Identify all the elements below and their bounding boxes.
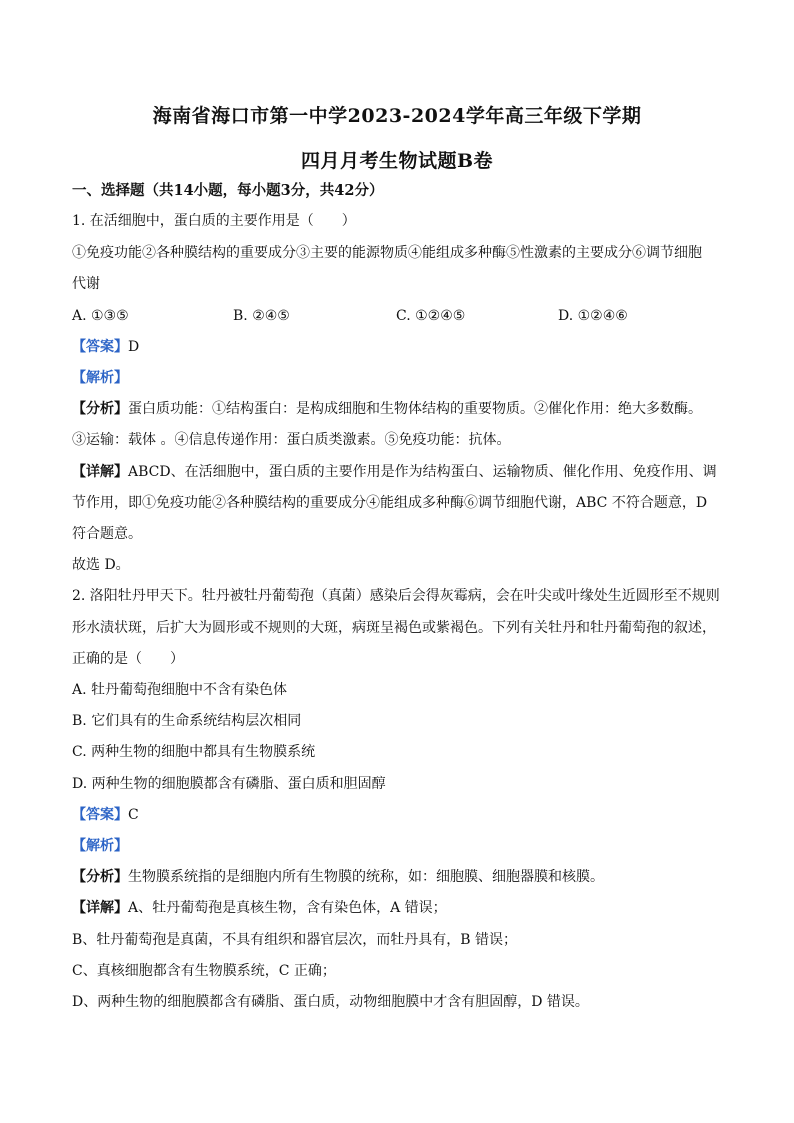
- q1-option-a: A. ①③⑤: [72, 308, 129, 324]
- q1-option-c: C. ①②④⑤: [396, 308, 466, 324]
- q1-fenxi-line-2: ③运输：载体 。④信息传递作用：蛋白质类激素。⑤免疫功能：抗体。: [72, 432, 511, 448]
- q1-option-d: D. ①②④⑥: [558, 308, 628, 324]
- q2-stem-line-2: 形水渍状斑，后扩大为圆形或不规则的大斑，病斑呈褐色或紫褐色。下列有关牡丹和牡丹葡萄孢的叙述，: [72, 620, 716, 636]
- document-title-line-1: 海南省海口市第一中学2023-2024学年高三年级下学期: [152, 105, 642, 127]
- q1-fenxi-text-1: 蛋白质功能：①结构蛋白：是构成细胞和生物体结构的重要物质。②催化作用：绝大多数酶。: [128, 401, 702, 417]
- q2-detail-text-1: A、牡丹葡萄孢是真核生物，含有染色体，A 错误；: [128, 900, 447, 916]
- q1-answer: D: [128, 339, 140, 355]
- q2-detail-line-3: C、真核细胞都含有生物膜系统，C 正确；: [72, 963, 336, 979]
- q2-option-b: B. 它们具有的生命系统结构层次相同: [72, 713, 302, 729]
- document-title-line-2: 四月月考生物试题B卷: [300, 150, 494, 172]
- q2-stem-line-3: 正确的是（ ）: [72, 651, 184, 667]
- q2-fenxi-line-1: [72, 867, 604, 887]
- section-heading: 一、选择题（共14小题，每小题3分，共42分）: [72, 182, 384, 199]
- q2-option-d: D. 两种生物的细胞膜都含有磷脂、蛋白质和胆固醇: [72, 776, 386, 792]
- q1-analysis-row: [72, 368, 128, 388]
- q1-stem: 1. 在活细胞中，蛋白质的主要作用是（ ）: [72, 213, 356, 229]
- q2-answer-tag: 【答案】: [72, 807, 128, 823]
- q2-answer: C: [128, 807, 139, 823]
- q1-analysis-tag: 【解析】: [72, 370, 128, 386]
- q1-detail-line-1: [72, 462, 717, 482]
- q2-fenxi-tag: 【分析】: [72, 869, 128, 885]
- q1-option-b: B. ②④⑤: [233, 308, 290, 324]
- q1-detail-text-1: ABCD、在活细胞中，蛋白质的主要作用是作为结构蛋白、运输物质、催化作用、免疫作用、调: [128, 464, 717, 480]
- q1-items-line-2: 代谢: [72, 276, 100, 292]
- q2-fenxi-text-1: 生物膜系统指的是细胞内所有生物膜的统称，如：细胞膜、细胞器膜和核膜。: [128, 869, 604, 885]
- q1-conclusion: 故选 D。: [72, 557, 130, 573]
- q2-detail-line-2: B、牡丹葡萄孢是真菌，不具有组织和器官层次，而牡丹具有，B 错误；: [72, 932, 518, 948]
- q1-fenxi-tag: 【分析】: [72, 401, 128, 417]
- q1-fenxi-line-1: [72, 399, 702, 419]
- q2-option-a: A. 牡丹葡萄孢细胞中不含有染色体: [72, 682, 288, 698]
- q2-answer-row: [72, 805, 139, 825]
- q2-detail-tag: 【详解】: [72, 900, 128, 916]
- q2-analysis-tag: 【解析】: [72, 838, 128, 854]
- q2-detail-line-4: D、两种生物的细胞膜都含有磷脂、蛋白质，动物细胞膜中才含有胆固醇，D 错误。: [72, 994, 589, 1010]
- q1-items-line-1: ①免疫功能②各种膜结构的重要成分③主要的能源物质④能组成多种酶⑤性激素的主要成分⑥调节细胞: [72, 245, 702, 261]
- q1-detail-line-2: 节作用，即①免疫功能②各种膜结构的重要成分④能组成多种酶⑥调节细胞代谢，ABC 不符合题意，D: [72, 495, 708, 511]
- q2-stem-line-1: 2. 洛阳牡丹甲天下。牡丹被牡丹葡萄孢（真菌）感染后会得灰霉病，会在叶尖或叶缘处生近圆形至不规则: [72, 588, 720, 604]
- q2-option-c: C. 两种生物的细胞中都具有生物膜系统: [72, 744, 316, 760]
- q1-answer-row: [72, 337, 139, 357]
- q1-detail-tag: 【详解】: [72, 464, 128, 480]
- q1-detail-line-3: 符合题意。: [72, 526, 142, 542]
- q1-answer-tag: 【答案】: [72, 339, 128, 355]
- q2-analysis-row: [72, 836, 128, 856]
- q2-detail-line-1: [72, 898, 447, 918]
